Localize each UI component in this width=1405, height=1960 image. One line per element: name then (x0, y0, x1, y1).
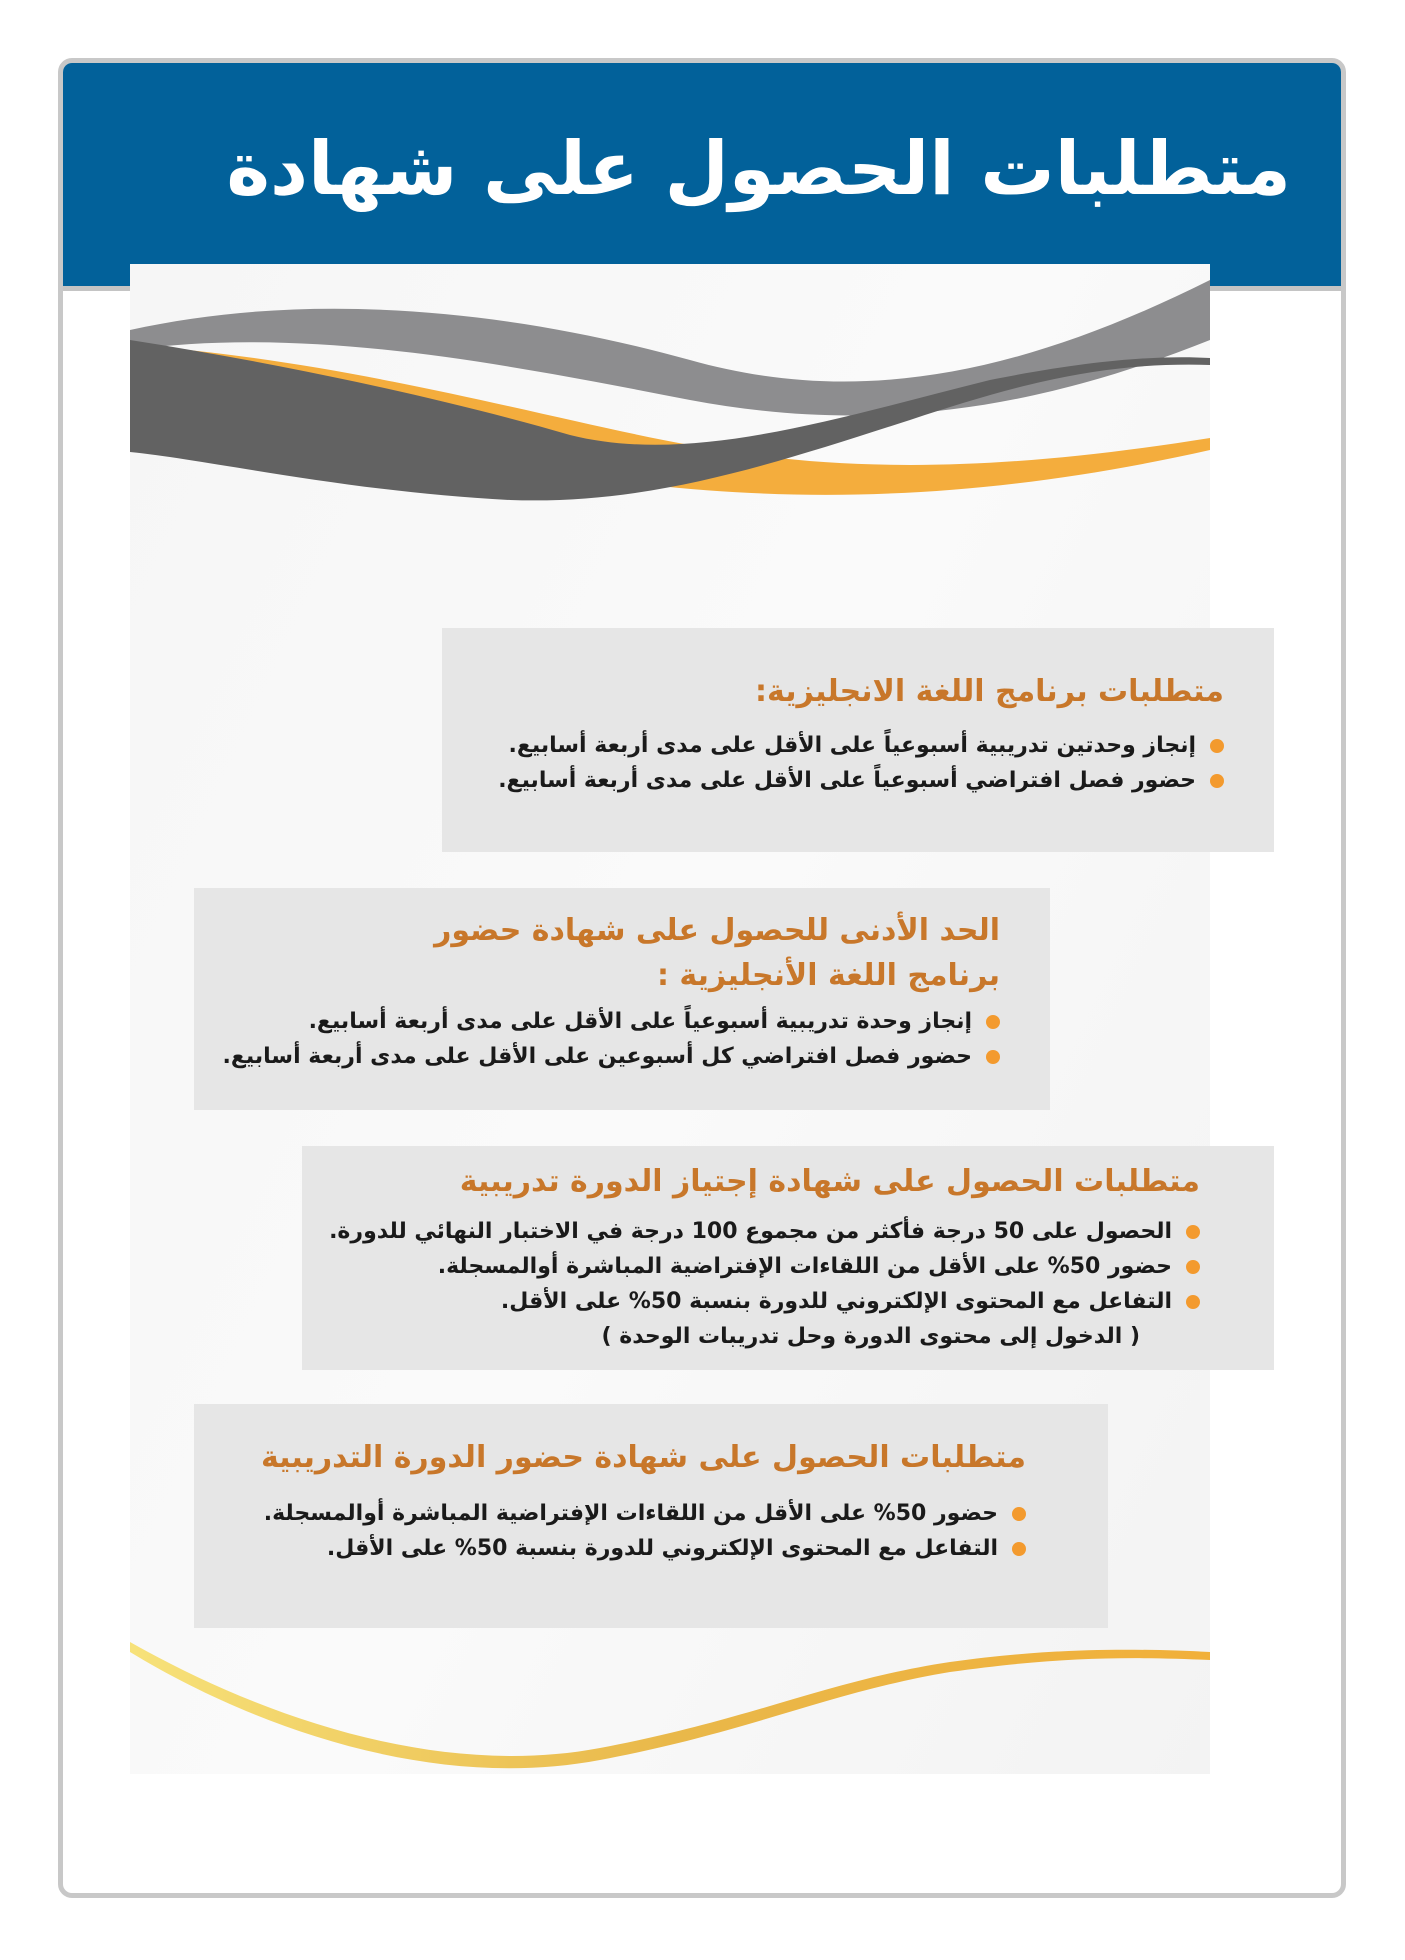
bullet-icon (1012, 1507, 1026, 1521)
list-item (302, 1284, 1200, 1319)
list-item-text: التفاعل مع المحتوى الإلكتروني للدورة بنسبة 50% على الأقل. (500, 1289, 1172, 1314)
bullet-icon (1186, 1260, 1200, 1274)
bullet-icon (1012, 1542, 1026, 1556)
requirements-list (302, 1214, 1200, 1319)
section-english-program-requirements (442, 628, 1274, 852)
requirements-list (442, 728, 1224, 798)
list-item (194, 1531, 1026, 1566)
requirements-list (194, 1496, 1026, 1566)
bullet-icon (986, 1015, 1000, 1029)
list-item-text: حضور فصل افتراضي كل أسبوعين على الأقل على مدى أربعة أسابيع. (222, 1044, 972, 1069)
list-item-text: التفاعل مع المحتوى الإلكتروني للدورة بنسبة 50% على الأقل. (326, 1536, 998, 1561)
list-item (302, 1214, 1200, 1249)
section-title: متطلبات الحصول على شهادة إجتياز الدورة تدريبية (459, 1164, 1200, 1199)
wave-gold-line (130, 1642, 1210, 1768)
bullet-icon (1210, 739, 1224, 753)
list-item (194, 1004, 1000, 1039)
list-item-text: حضور 50% على الأقل من اللقاءات الإفتراضية المباشرة أوالمسجلة. (437, 1254, 1172, 1279)
list-item-text: إنجاز وحدتين تدريبية أسبوعياً على الأقل على مدى أربعة أسابيع. (508, 733, 1196, 758)
list-item (302, 1249, 1200, 1284)
bullet-icon (986, 1050, 1000, 1064)
list-item-text: إنجاز وحدة تدريبية أسبوعياً على الأقل على مدى أربعة أسابيع. (308, 1009, 972, 1034)
header-banner (63, 63, 1341, 291)
section-note: ( الدخول إلى محتوى الدورة وحل تدريبات الوحدة ) (601, 1324, 1140, 1349)
bullet-icon (1210, 774, 1224, 788)
section-title: الحد الأدنى للحصول على شهادة حضور برنامج اللغة الأنجليزية : (434, 913, 1000, 993)
list-item (194, 1496, 1026, 1531)
list-item (442, 763, 1224, 798)
decorative-wave-top (130, 270, 1210, 610)
section-course-completion-certificate (302, 1146, 1274, 1370)
section-title: متطلبات برنامج اللغة الانجليزية: (755, 674, 1224, 709)
list-item (442, 728, 1224, 763)
section-course-attendance-certificate (194, 1404, 1108, 1628)
list-item (194, 1039, 1000, 1074)
section-title: متطلبات الحصول على شهادة حضور الدورة التدريبية (260, 1440, 1026, 1475)
bullet-icon (1186, 1225, 1200, 1239)
list-item-text: الحصول على 50 درجة فأكثر من مجموع 100 درجة في الاختبار النهائي للدورة. (329, 1219, 1172, 1244)
page-title: متطلبات الحصول على شهادة (226, 126, 1291, 212)
bullet-icon (1186, 1295, 1200, 1309)
list-item-text: حضور فصل افتراضي أسبوعياً على الأقل على مدى أربعة أسابيع. (498, 768, 1196, 793)
list-item-text: حضور 50% على الأقل من اللقاءات الإفتراضية المباشرة أوالمسجلة. (263, 1501, 998, 1526)
section-minimum-attendance-english (194, 888, 1050, 1110)
requirements-list (194, 1004, 1000, 1074)
